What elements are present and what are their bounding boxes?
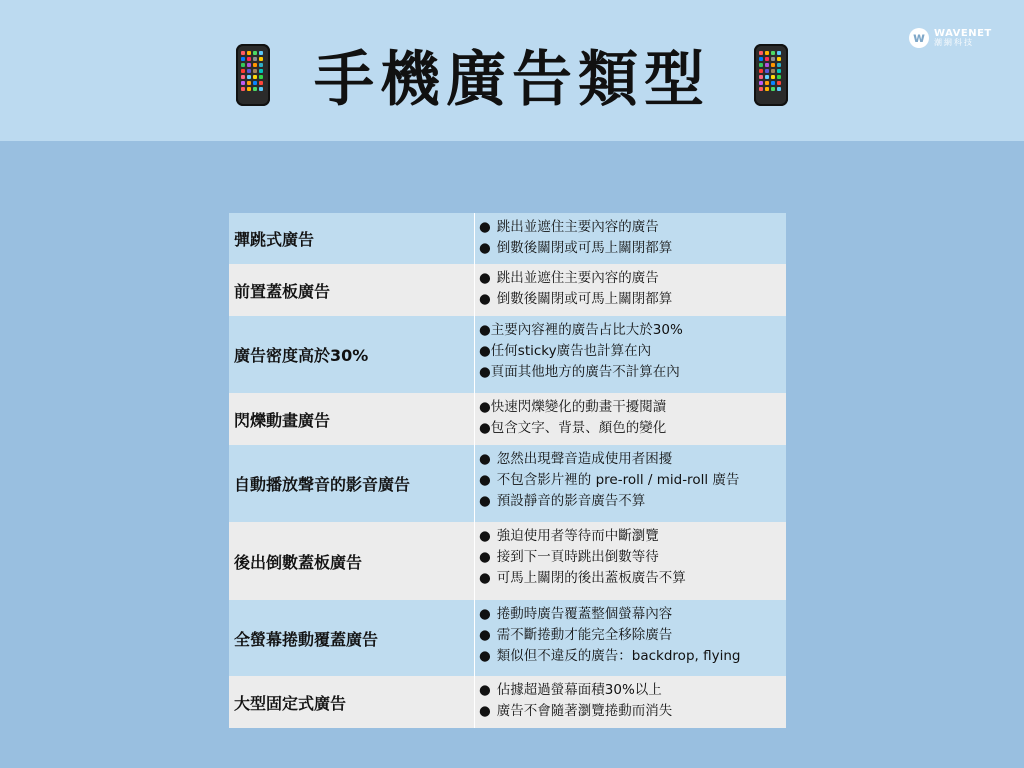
description-bullet xyxy=(479,547,786,568)
ad-type-label: 全螢幕捲動覆蓋廣告 xyxy=(229,600,475,676)
table-row xyxy=(229,264,786,316)
brand-logo xyxy=(909,24,999,52)
description-bullet xyxy=(479,341,786,362)
bullet-text: 接到下一頁時跳出倒數等待 xyxy=(496,549,659,565)
bullet-text: 倒數後關閉或可馬上關閉都算 xyxy=(496,291,673,307)
bullet-dot: ● xyxy=(479,682,491,698)
description-bullet xyxy=(479,470,786,491)
bullet-dot: ● xyxy=(479,627,491,643)
bullet-dot: ● xyxy=(479,291,491,307)
bullet-dot: ● xyxy=(479,472,491,488)
table-row xyxy=(229,522,786,600)
bullet-text: 捲動時廣告覆蓋整個螢幕內容 xyxy=(496,606,673,622)
bullet-text: 強迫使用者等待而中斷瀏覽 xyxy=(496,528,659,544)
bullet-text: 預設靜音的影音廣告不算 xyxy=(496,493,646,509)
table-row xyxy=(229,445,786,522)
ad-types-table xyxy=(229,213,786,728)
ad-type-description xyxy=(475,445,786,522)
bullet-text: 快速閃爍變化的動畫干擾閱讀 xyxy=(490,399,667,415)
description-bullet xyxy=(479,625,786,646)
bullet-dot: ● xyxy=(479,703,491,719)
bullet-text: 跳出並遮住主要內容的廣告 xyxy=(496,219,659,235)
ad-type-label: 後出倒數蓋板廣告 xyxy=(229,522,475,600)
bullet-text: 頁面其他地方的廣告不計算在內 xyxy=(490,364,680,380)
bullet-dot: ● xyxy=(479,570,491,586)
bullet-dot: ● xyxy=(479,343,491,359)
bullet-dot: ● xyxy=(479,493,491,509)
bullet-dot: ● xyxy=(479,648,491,664)
ad-type-description xyxy=(475,264,786,316)
bullet-dot: ● xyxy=(479,322,491,338)
table-row xyxy=(229,600,786,676)
bullet-text: 主要內容裡的廣告占比大於30% xyxy=(490,322,683,338)
bullet-text: 跳出並遮住主要內容的廣告 xyxy=(496,270,659,286)
description-bullet xyxy=(479,680,786,701)
description-bullet xyxy=(479,268,786,289)
description-bullet xyxy=(479,491,786,512)
description-bullet xyxy=(479,568,786,589)
bullet-dot: ● xyxy=(479,549,491,565)
mobile-phone-icon xyxy=(236,44,270,106)
bullet-dot: ● xyxy=(479,240,491,256)
description-bullet xyxy=(479,449,786,470)
description-bullet xyxy=(479,217,786,238)
ad-type-description xyxy=(475,213,786,264)
description-bullet xyxy=(479,320,786,341)
description-bullet xyxy=(479,362,786,383)
description-bullet xyxy=(479,289,786,310)
bullet-text: 可馬上關閉的後出蓋板廣告不算 xyxy=(496,570,686,586)
bullet-text: 類似但不違反的廣告：backdrop, flying xyxy=(496,648,741,664)
bullet-text: 不包含影片裡的 pre-roll / mid-roll 廣告 xyxy=(496,472,740,488)
bullet-text: 需不斷捲動才能完全移除廣告 xyxy=(496,627,673,643)
ad-type-description xyxy=(475,316,786,393)
bullet-dot: ● xyxy=(479,270,491,286)
ad-type-label: 閃爍動畫廣告 xyxy=(229,393,475,445)
bullet-dot: ● xyxy=(479,219,491,235)
bullet-text: 任何sticky廣告也計算在內 xyxy=(490,343,652,359)
bullet-dot: ● xyxy=(479,606,491,622)
table-row xyxy=(229,676,786,728)
description-bullet xyxy=(479,526,786,547)
description-bullet xyxy=(479,701,786,722)
bullet-text: 包含文字、背景、顏色的變化 xyxy=(490,420,667,436)
table-row xyxy=(229,213,786,264)
bullet-text: 倒數後關閉或可馬上關閉都算 xyxy=(496,240,673,256)
page-title: 手機廣告類型 xyxy=(314,45,710,115)
ad-type-description xyxy=(475,676,786,728)
ad-type-description xyxy=(475,393,786,445)
ad-type-description xyxy=(475,522,786,600)
description-bullet xyxy=(479,604,786,625)
bullet-dot: ● xyxy=(479,528,491,544)
ad-type-label: 大型固定式廣告 xyxy=(229,676,475,728)
description-bullet xyxy=(479,238,786,259)
description-bullet xyxy=(479,397,786,418)
bullet-dot: ● xyxy=(479,451,491,467)
bullet-dot: ● xyxy=(479,420,491,436)
logo-name: WAVENET xyxy=(934,27,992,39)
description-bullet xyxy=(479,418,786,439)
bullet-text: 廣告不會隨著瀏覽捲動而消失 xyxy=(496,703,673,719)
ad-type-label: 前置蓋板廣告 xyxy=(229,264,475,316)
ad-type-label: 廣告密度高於30% xyxy=(229,316,475,393)
bullet-dot: ● xyxy=(479,399,491,415)
bullet-dot: ● xyxy=(479,364,491,380)
bullet-text: 忽然出現聲音造成使用者困擾 xyxy=(496,451,673,467)
table-row xyxy=(229,393,786,445)
ad-type-label: 彈跳式廣告 xyxy=(229,213,475,264)
table-row xyxy=(229,316,786,393)
mobile-phone-icon xyxy=(754,44,788,106)
ad-type-description xyxy=(475,600,786,676)
description-bullet xyxy=(479,646,786,667)
wave-logo-icon: w xyxy=(909,28,929,48)
title-bar xyxy=(0,27,1024,120)
ad-type-label: 自動播放聲音的影音廣告 xyxy=(229,445,475,522)
logo-subtitle: 潮網科技 xyxy=(934,38,974,48)
bullet-text: 佔據超過螢幕面積30%以上 xyxy=(496,682,662,698)
